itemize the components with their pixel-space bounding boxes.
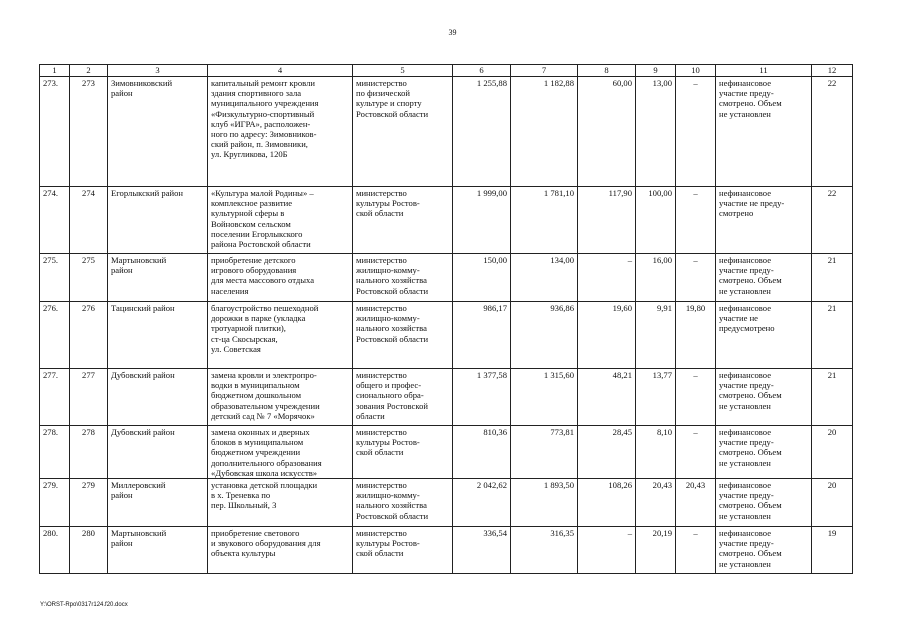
row-code: 277 [70, 369, 108, 426]
ministry-cell: министерство жилищно-комму- нального хозяйства Ростовской области [353, 479, 453, 527]
ministry-cell: министерство жилищно-комму- нального хозяйства Ростовской области [353, 254, 453, 302]
column-header: 3 [108, 65, 208, 77]
value-col-12: 20 [812, 479, 853, 527]
value-col-12: 22 [812, 187, 853, 254]
object-description-cell: приобретение светового и звукового оборудования для объекта культуры [208, 527, 353, 574]
value-col-12: 21 [812, 254, 853, 302]
participation-note-cell: нефинансовое участие преду- смотрено. Объем не установлен [716, 254, 812, 302]
participation-note-cell: нефинансовое участие преду- смотрено. Объем не установлен [716, 479, 812, 527]
table-row [40, 369, 853, 426]
value-col-7: 1 182,88 [511, 77, 578, 187]
ministry-cell: министерство культуры Ростов- ской области [353, 187, 453, 254]
object-description-cell: «Культура малой Родины» – комплексное развитие культурной сферы в Войновском сельском поселении Егорлыкского района Ростовской области [208, 187, 353, 254]
value-col-8: 108,26 [578, 479, 636, 527]
value-col-10: 20,43 [676, 479, 716, 527]
row-index: 275. [40, 254, 70, 302]
value-col-6: 810,36 [453, 426, 511, 479]
value-col-10: 19,80 [676, 302, 716, 369]
participation-note-cell: нефинансовое участие преду- смотрено. Объем не установлен [716, 527, 812, 574]
object-description-cell: замена кровли и электропро- водки в муниципальном бюджетном дошкольном образовательном учреждении детский сад № 7 «Морячок» [208, 369, 353, 426]
value-col-7: 134,00 [511, 254, 578, 302]
ministry-cell: министерство жилищно-комму- нального хозяйства Ростовской области [353, 302, 453, 369]
object-description-cell: капитальный ремонт кровли здания спортивного зала муниципального учреждения «Физкультурно-спортивный клуб «ИГРА», расположен- ного по адресу: Зимовников- ский район, п. Зимовники, ул. Кругликова, 120Б [208, 77, 353, 187]
row-index: 280. [40, 527, 70, 574]
district-cell: Дубовский район [108, 369, 208, 426]
row-index: 277. [40, 369, 70, 426]
column-header: 4 [208, 65, 353, 77]
row-code: 274 [70, 187, 108, 254]
row-code: 276 [70, 302, 108, 369]
value-col-10: – [676, 187, 716, 254]
column-header: 8 [578, 65, 636, 77]
row-code: 275 [70, 254, 108, 302]
row-code: 273 [70, 77, 108, 187]
value-col-12: 19 [812, 527, 853, 574]
row-code: 280 [70, 527, 108, 574]
district-cell: Зимовниковский район [108, 77, 208, 187]
value-col-9: 20,43 [636, 479, 676, 527]
value-col-10: – [676, 527, 716, 574]
table-row [40, 426, 853, 479]
value-col-10: – [676, 77, 716, 187]
district-cell: Дубовский район [108, 426, 208, 479]
value-col-6: 1 377,58 [453, 369, 511, 426]
value-col-12: 21 [812, 369, 853, 426]
value-col-10: – [676, 254, 716, 302]
value-col-9: 13,77 [636, 369, 676, 426]
row-index: 273. [40, 77, 70, 187]
column-header: 1 [40, 65, 70, 77]
column-header: 5 [353, 65, 453, 77]
value-col-8: – [578, 254, 636, 302]
value-col-8: 19,60 [578, 302, 636, 369]
value-col-10: – [676, 369, 716, 426]
value-col-10: – [676, 426, 716, 479]
value-col-9: 100,00 [636, 187, 676, 254]
column-header: 9 [636, 65, 676, 77]
table-row [40, 302, 853, 369]
value-col-6: 2 042,62 [453, 479, 511, 527]
column-header: 11 [716, 65, 812, 77]
value-col-7: 936,86 [511, 302, 578, 369]
participation-note-cell: нефинансовое участие не преду- смотрено [716, 187, 812, 254]
district-cell: Тацинский район [108, 302, 208, 369]
table-row [40, 254, 853, 302]
value-col-8: 48,21 [578, 369, 636, 426]
value-col-6: 1 999,00 [453, 187, 511, 254]
district-cell: Миллеровский район [108, 479, 208, 527]
object-description-cell: приобретение детского игрового оборудования для места массового отдыха населения [208, 254, 353, 302]
table-body [40, 77, 853, 574]
value-col-12: 21 [812, 302, 853, 369]
value-col-7: 1 781,10 [511, 187, 578, 254]
value-col-6: 150,00 [453, 254, 511, 302]
column-header: 10 [676, 65, 716, 77]
column-header: 7 [511, 65, 578, 77]
value-col-8: 60,00 [578, 77, 636, 187]
value-col-8: 28,45 [578, 426, 636, 479]
ministry-cell: министерство культуры Ростов- ской области [353, 426, 453, 479]
value-col-7: 1 315,60 [511, 369, 578, 426]
row-code: 279 [70, 479, 108, 527]
table-row [40, 527, 853, 574]
value-col-9: 16,00 [636, 254, 676, 302]
district-cell: Мартыновский район [108, 527, 208, 574]
value-col-12: 22 [812, 77, 853, 187]
value-col-12: 20 [812, 426, 853, 479]
participation-note-cell: нефинансовое участие преду- смотрено. Объем не установлен [716, 426, 812, 479]
table-row [40, 479, 853, 527]
object-description-cell: замена оконных и дверных блоков в муниципальном бюджетном учреждении дополнительного образования «Дубовская школа искусств» [208, 426, 353, 479]
page-number: 39 [448, 28, 457, 37]
value-col-9: 9,91 [636, 302, 676, 369]
participation-note-cell: нефинансовое участие преду- смотрено. Объем не установлен [716, 77, 812, 187]
row-index: 279. [40, 479, 70, 527]
value-col-8: 117,90 [578, 187, 636, 254]
district-cell: Егорлыкский район [108, 187, 208, 254]
row-index: 276. [40, 302, 70, 369]
value-col-6: 986,17 [453, 302, 511, 369]
table-row [40, 187, 853, 254]
column-header: 2 [70, 65, 108, 77]
value-col-6: 336,54 [453, 527, 511, 574]
value-col-9: 20,19 [636, 527, 676, 574]
object-description-cell: благоустройство пешеходной дорожки в парке (укладка тротуарной плитки), ст-ца Скосырская, ул. Советская [208, 302, 353, 369]
value-col-7: 1 893,50 [511, 479, 578, 527]
ministry-cell: министерство общего и профес- сионального обра- зования Ростовской области [353, 369, 453, 426]
table-row [40, 77, 853, 187]
value-col-9: 8,10 [636, 426, 676, 479]
column-header: 6 [453, 65, 511, 77]
value-col-7: 316,35 [511, 527, 578, 574]
ministry-cell: министерство по физической культуре и спорту Ростовской области [353, 77, 453, 187]
ministry-cell: министерство культуры Ростов- ской области [353, 527, 453, 574]
district-cell: Мартыновский район [108, 254, 208, 302]
object-description-cell: установка детской площадки в х. Треневка по пер. Школьный, 3 [208, 479, 353, 527]
row-index: 278. [40, 426, 70, 479]
value-col-8: – [578, 527, 636, 574]
footer-file-path: Y:\ORST-Rpo\0317r124.f20.docx [40, 602, 128, 608]
value-col-6: 1 255,88 [453, 77, 511, 187]
value-col-9: 13,00 [636, 77, 676, 187]
row-code: 278 [70, 426, 108, 479]
participation-note-cell: нефинансовое участие не предусмотрено [716, 302, 812, 369]
value-col-7: 773,81 [511, 426, 578, 479]
row-index: 274. [40, 187, 70, 254]
column-header: 12 [812, 65, 853, 77]
column-header-row [40, 65, 853, 77]
participation-note-cell: нефинансовое участие преду- смотрено. Объем не установлен [716, 369, 812, 426]
projects-table [39, 64, 853, 574]
